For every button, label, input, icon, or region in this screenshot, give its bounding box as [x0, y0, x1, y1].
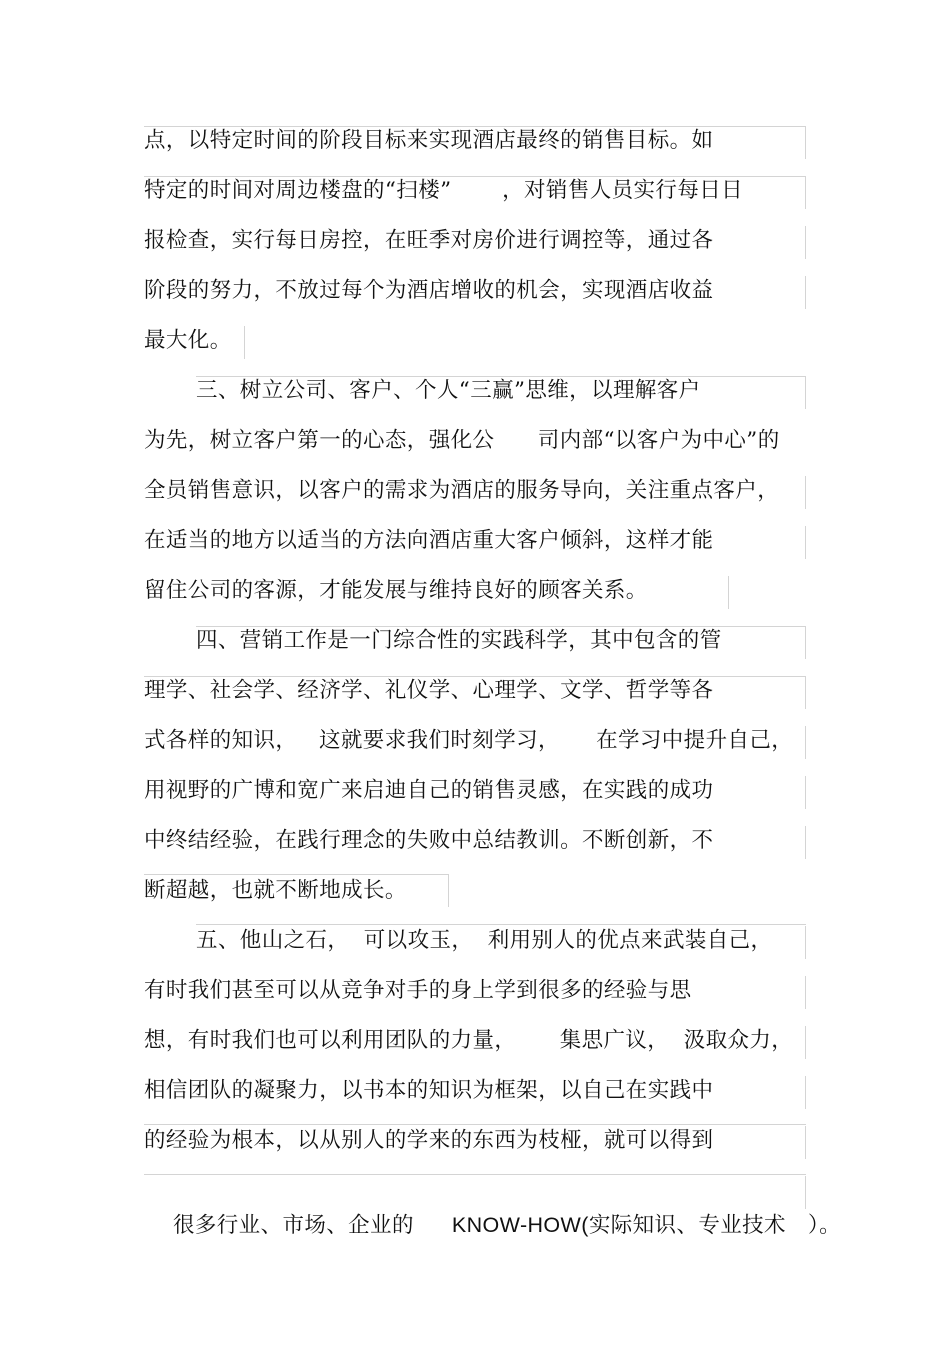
rule-line — [805, 1176, 806, 1209]
rule-line — [805, 976, 806, 1009]
rule-line — [805, 776, 806, 809]
text-line: 相信团队的凝聚力，以书本的知识为框架，以自己在实践中 — [144, 1078, 714, 1103]
rule-line — [448, 874, 449, 907]
text-line: 阶段的努力，不放过每个为酒店增收的机会，实现酒店收益 — [144, 278, 714, 303]
rule-line — [144, 1174, 806, 1175]
rule-line — [805, 626, 806, 659]
text-line: 点，以特定时间的阶段目标来实现酒店最终的销售目标。如 — [144, 128, 714, 153]
rule-line — [144, 1124, 806, 1125]
section-four-heading-line: 四、营销工作是一门综合性的实践科学，其中包含的管 — [196, 628, 722, 653]
text-line: 式各样的知识， 这就要求我们时刻学习， 在学习中提升自己， — [144, 728, 794, 753]
rule-line — [144, 176, 806, 177]
rule-line — [805, 676, 806, 709]
rule-line — [144, 874, 449, 875]
text-line: 全员销售意识，以客户的需求为酒店的服务导向，关注重点客户， — [144, 478, 780, 503]
rule-line — [196, 626, 806, 627]
rule-line — [728, 576, 729, 609]
text-line: 在适当的地方以适当的方法向酒店重大客户倾斜，这样才能 — [144, 528, 714, 553]
rule-line — [805, 726, 806, 759]
rule-line — [196, 924, 806, 925]
last-line-tail: ）。 — [807, 1213, 841, 1238]
text-line: 断超越，也就不断地成长。 — [144, 878, 407, 903]
text-line: 留住公司的客源，才能发展与维持良好的顾客关系。 — [144, 578, 648, 603]
rule-line — [805, 276, 806, 309]
rule-line — [805, 376, 806, 409]
rule-line — [805, 126, 806, 159]
rule-line — [196, 376, 806, 377]
text-line: 用视野的广博和宽广来启迪自己的销售灵感，在实践的成功 — [144, 778, 714, 803]
section-three-heading-line: 三、树立公司、客户、个人“三赢”思维，以理解客户 — [196, 378, 701, 403]
rule-line — [805, 1126, 806, 1159]
rule-line — [805, 826, 806, 859]
last-line-prefix: 很多行业、市场、企业的 — [172, 1213, 414, 1238]
rule-line — [805, 226, 806, 259]
know-how-term: KNOW-HOW( — [451, 1213, 589, 1237]
text-line-last — [144, 1174, 841, 1238]
text-line: 有时我们甚至可以从竞争对手的身上学到很多的经验与思 — [144, 978, 692, 1003]
rule-line — [805, 1076, 806, 1109]
text-line: 理学、社会学、经济学、礼仪学、心理学、文学、哲学等各 — [144, 678, 714, 703]
text-line: 中终结经验，在践行理念的失败中总结教训。不断创新，不 — [144, 828, 714, 853]
rule-line — [144, 676, 806, 677]
last-line-suffix: 实际知识、专业技术 — [588, 1213, 786, 1238]
rule-line — [805, 926, 806, 959]
text-line: 报检查，实行每日房控，在旺季对房价进行调控等，通过各 — [144, 228, 714, 253]
rule-line — [805, 1026, 806, 1059]
rule-line — [144, 126, 806, 127]
text-line: 为先，树立客户第一的心态，强化公 司内部“以客户为中心”的 — [144, 428, 780, 453]
text-line: 的经验为根本，以从别人的学来的东西为枝桠，就可以得到 — [144, 1128, 714, 1153]
text-line: 想，有时我们也可以利用团队的力量， 集思广议， 汲取众力， — [144, 1028, 794, 1053]
rule-line — [244, 326, 245, 359]
section-five-heading-line: 五、他山之石， 可以攻玉， 利用别人的优点来武装自己， — [196, 928, 773, 953]
rule-line — [805, 176, 806, 209]
rule-line — [805, 526, 806, 559]
text-line: 特定的时间对周边楼盘的“扫楼” ，对销售人员实行每日日 — [144, 178, 744, 203]
text-line: 最大化。 — [144, 328, 232, 353]
rule-line — [805, 476, 806, 509]
